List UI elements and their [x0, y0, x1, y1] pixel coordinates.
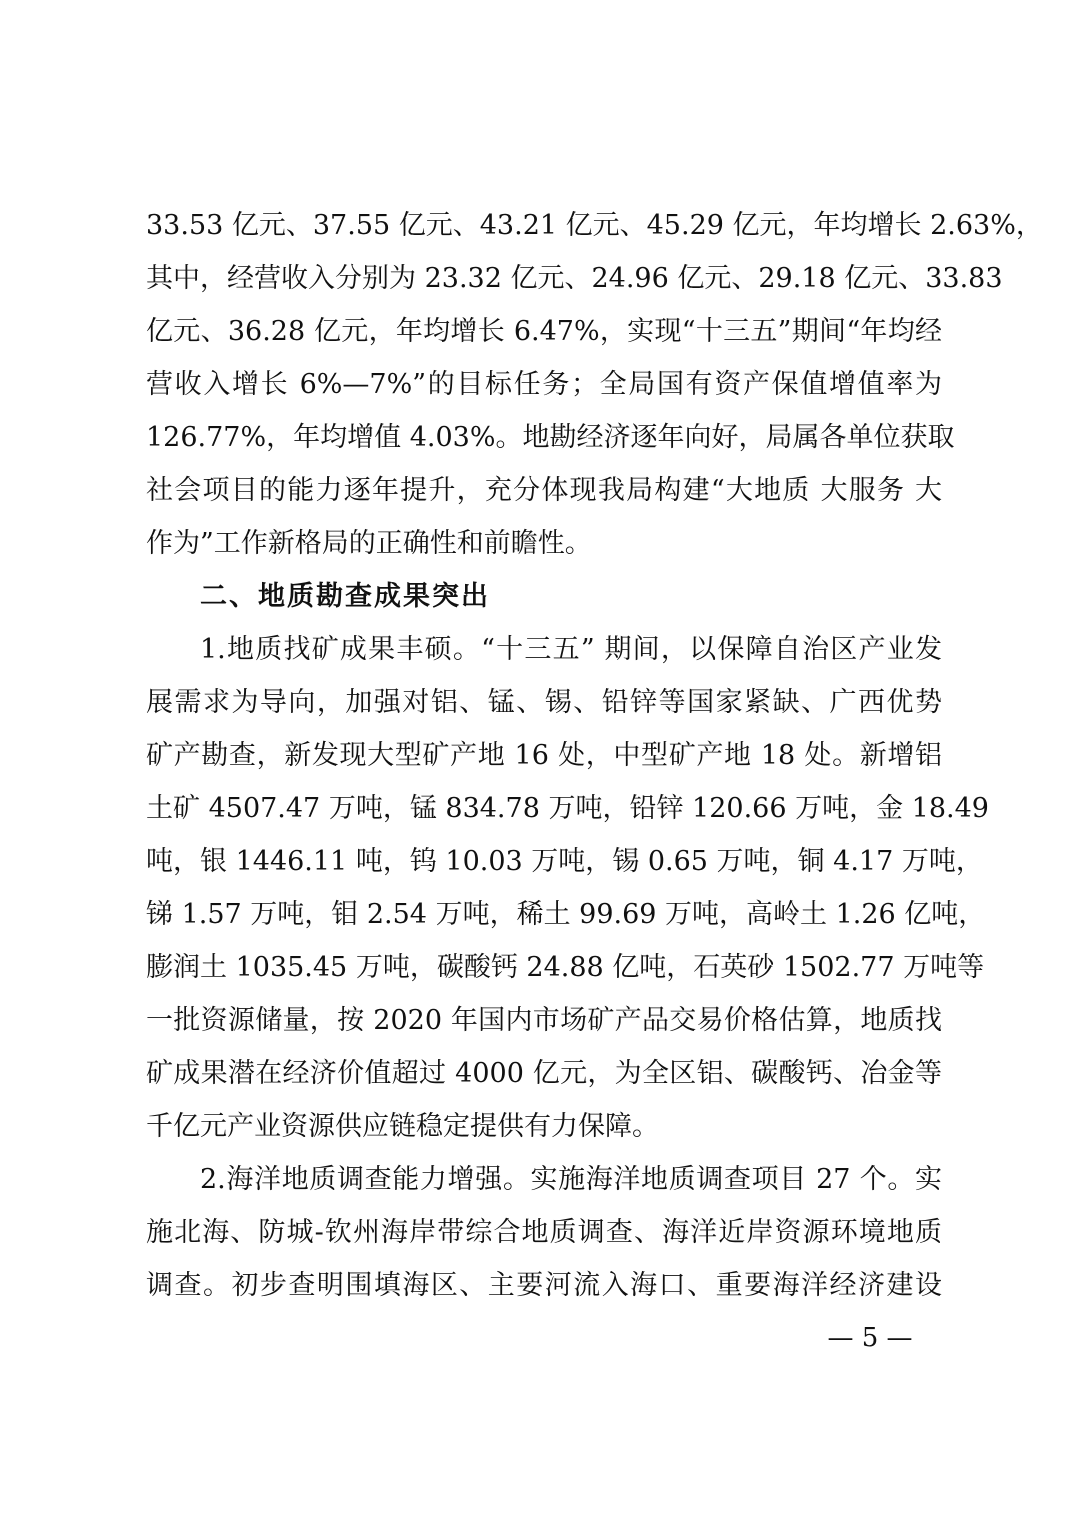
paragraph-mineral-exploration [146, 623, 989, 1153]
paragraph-marine-geology [146, 1153, 942, 1312]
paragraph-line: 社会项目的能力逐年提升，充分体现我局构建“大地质 大服务 大 [146, 475, 942, 506]
paragraph-line: 1.地质找矿成果丰硕。“十三五” 期间，以保障自治区产业发 [200, 634, 942, 665]
paragraph-line: 2.海洋地质调查能力增强。实施海洋地质调查项目 27 个。实 [200, 1164, 942, 1195]
paragraph-line: 矿成果潜在经济价值超过 4000 亿元，为全区铝、碳酸钙、冶金等 [146, 1058, 942, 1089]
paragraph-line: 锑 1.57 万吨，钼 2.54 万吨，稀土 99.69 万吨，高岭土 1.26 亿吨， [146, 899, 986, 930]
paragraph-line: 作为”工作新格局的正确性和前瞻性。 [146, 528, 592, 559]
paragraph-line: 吨，银 1446.11 吨，钨 10.03 万吨，锡 0.65 万吨，铜 4.17 万吨， [146, 846, 983, 877]
paragraph-line: 施北海、防城-钦州海岸带综合地质调查、海洋近岸资源环境地质 [146, 1217, 942, 1248]
paragraph-line: 其中，经营收入分别为 23.32 亿元、24.96 亿元、29.18 亿元、33.83 [146, 263, 1003, 294]
paragraph-line: 营收入增长 6%—7%”的目标任务；全局国有资产保值增值率为 [146, 369, 942, 400]
paragraph-line: 33.53 亿元、37.55 亿元、43.21 亿元、45.29 亿元，年均增长 2.63%， [146, 210, 1043, 241]
paragraph-line: 126.77%，年均增值 4.03%。地勘经济逐年向好，局属各单位获取 [146, 422, 955, 453]
body-text [146, 199, 1043, 1312]
paragraph-line: 膨润土 1035.45 万吨，碳酸钙 24.88 亿吨，石英砂 1502.77 万吨等 [146, 952, 985, 983]
paragraph-line: 一批资源储量，按 2020 年国内市场矿产品交易价格估算，地质找 [146, 1005, 942, 1036]
paragraph-line: 亿元、36.28 亿元，年均增长 6.47%，实现“十三五”期间“年均经 [146, 316, 942, 347]
paragraph-line: 调查。初步查明围填海区、主要河流入海口、重要海洋经济建设 [146, 1270, 942, 1301]
paragraph-line: 土矿 4507.47 万吨，锰 834.78 万吨，铅锌 120.66 万吨，金 18.49 [146, 793, 989, 824]
paragraph-line: 展需求为导向，加强对铝、锰、锡、铅锌等国家紧缺、广西优势 [146, 687, 942, 718]
section-heading: 二、地质勘查成果突出 [200, 581, 490, 612]
page-number: — 5 — [827, 1323, 913, 1353]
paragraph-line: 矿产勘查，新发现大型矿产地 16 处，中型矿产地 18 处。新增铝 [146, 740, 942, 771]
paragraph-line: 千亿元产业资源供应链稳定提供有力保障。 [146, 1111, 659, 1142]
paragraph-economic-summary [146, 199, 1043, 570]
